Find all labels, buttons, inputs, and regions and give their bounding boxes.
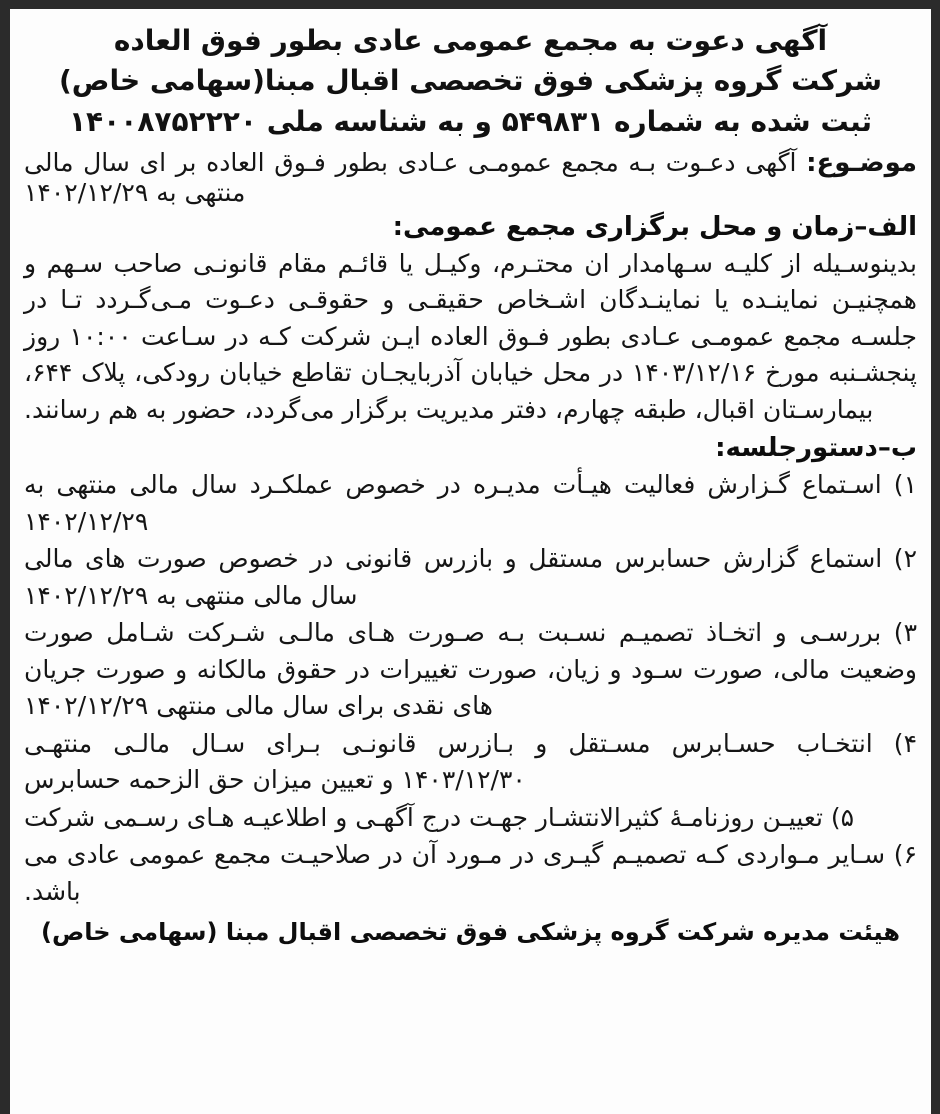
notice-subject-text: آگهی دعـوت بـه مجمع عمومـی عـادی بطور فـوق العاده بر ای سال مالی منتهی به ۱۴۰۲/۱۲/۲۹ xyxy=(24,147,807,207)
agenda-item-4: ۴) انتخـاب حسـابرس مسـتقل و بـازرس قانونـی بـرای سـال مالـی منتهـی ۱۴۰۳/۱۲/۳۰ و تعیین میزان حق الزحمه حسابرس xyxy=(24,728,917,795)
notice-title-block xyxy=(24,9,917,142)
notice-subject-label: موضـوع: xyxy=(806,147,917,178)
notice-signature: هیئت مدیره شرکت گروه پزشکی فوق تخصصی اقبال مبنا (سهامی خاص) xyxy=(41,918,900,947)
notice-title-line-3: ثبت شده به شماره ۵۴۹۸۳۱ و به شناسه ملی ۱۴۰۰۸۷۵۲۲۲۰ xyxy=(68,104,873,138)
agenda-item-1: ۱) اسـتماع گـزارش فعالیت هیـأت مدیـره در خصوص عملکـرد سال مالی منتهی به ۱۴۰۲/۱۲/۲۹ xyxy=(24,470,917,536)
section-alef-paragraph: بدینوسـیله از کلیـه سـهامدار ان محتـرم، وکیـل یا قائـم مقام قانونـی صاحب سـهم و همچنیـن نماینـده یا نماینـدگان اشـخاص حقیقـی و حقوقـی دعـوت مـی‌گـردد تـا در جلسـه مجمع عمومـی عـادی بطور فـوق العاده ایـن شرکت کـه در سـاعت ۱۰:۰۰ روز پنجشـنبه مورخ ۱۴۰۳/۱۲/۱۶ در محل خیابان آذربایجـان تقاطع خیابان رودکی، پلاک ۶۴۴، بیمارسـتان اقبال، طبقه چهارم، دفتر مدیریت برگزار می‌گردد، حضور به هم رسانند. xyxy=(24,248,917,424)
notice-title-line-2: شرکت گروه پزشکی فوق تخصصی اقبال مبنا(سهامی خاص) xyxy=(59,64,882,98)
agenda-item-5: ۵) تعییـن روزنامـهٔ کثیرالانتشـار جهـت درج آگهـی و اطلاعیـه هـای رسـمی شرکت xyxy=(24,802,855,832)
notice-paper xyxy=(10,9,931,1114)
section-heading-alef: الف–زمان و محل برگزاری مجمع عمومی: xyxy=(392,211,917,242)
agenda-item-6: ۶) سـایر مـواردی کـه تصمیـم گیـری در مـورد آن در صلاحیـت مجمع عمومی عادی می باشد. xyxy=(24,840,917,906)
section-heading-be: ب–دستورجلسه: xyxy=(715,433,917,464)
agenda-item-2: ۲) استماع گزارش حسابرس مستقل و بازرس قانونی در خصوص صورت های مالی سال مالی منتهی به ۱۴۰۲/۱۲/۲۹ xyxy=(24,544,917,610)
notice-subject xyxy=(24,148,917,207)
agenda-item-3: ۳) بررسـی و اتخـاذ تصمیـم نسـبت بـه صـورت هـای مالـی شـرکت شـامل صورت وضعیت مالی، صورت سـود و زیان، صورت تغییرات در حقوق مالکانه و صورت جریان های نقدی برای سال مالی منتهی ۱۴۰۲/۱۲/۲۹ xyxy=(24,618,917,721)
notice-title-line-1: آگهی دعوت به مجمع عمومی عادی بطور فوق العاده xyxy=(113,24,828,57)
